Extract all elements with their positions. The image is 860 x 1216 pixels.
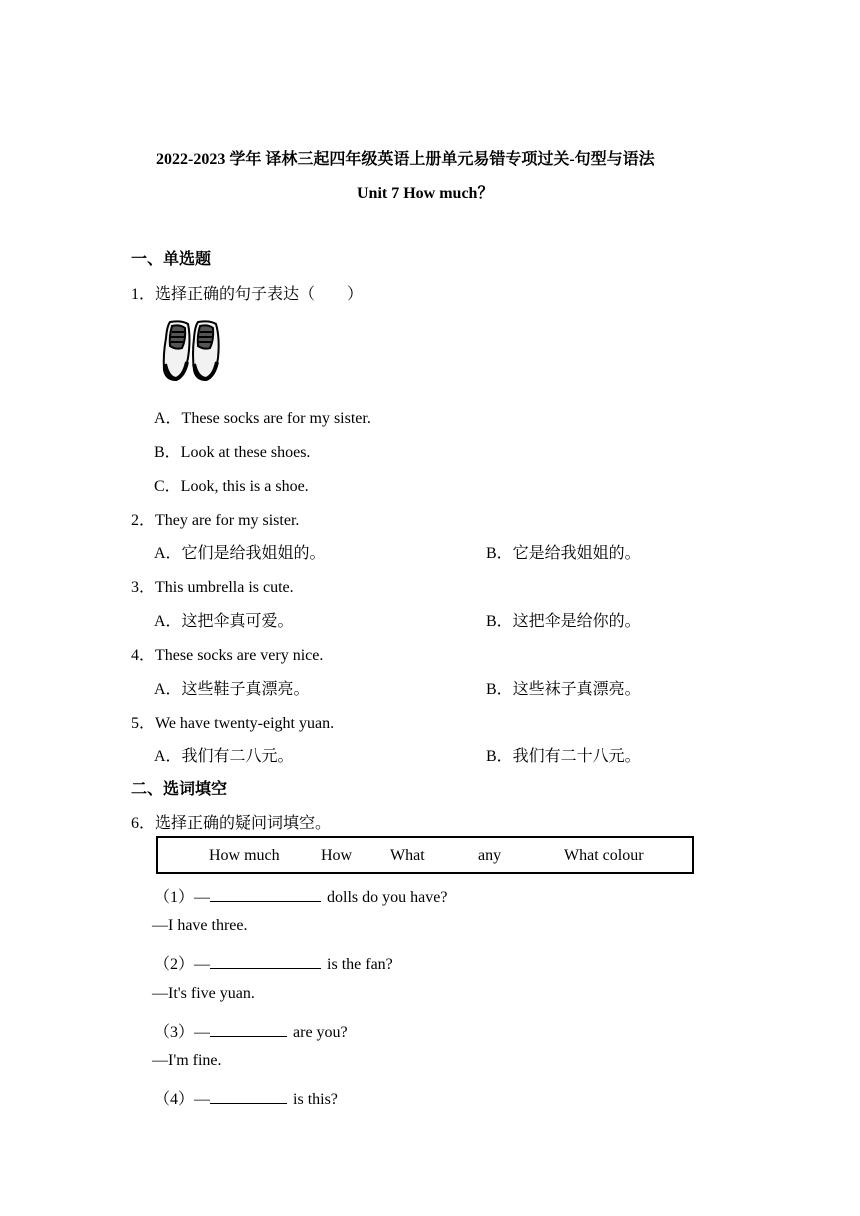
word-bank-box: [156, 836, 694, 874]
question-3-option-b: B．这把伞是给你的。: [486, 613, 641, 630]
fill-item-text: are you?: [293, 1024, 348, 1041]
document-title: 2022-2023 学年 译林三起四年级英语上册单元易错专项过关-句型与语法: [156, 151, 655, 168]
question-4-option-a: A．这些鞋子真漂亮。: [154, 681, 310, 698]
answer-blank[interactable]: [210, 954, 321, 969]
question-4-stem: 4．These socks are very nice.: [131, 647, 324, 664]
word-bank-item: What colour: [564, 847, 644, 864]
fill-item-3: [154, 1019, 348, 1042]
question-3-stem: 3．This umbrella is cute.: [131, 579, 294, 596]
answer-blank[interactable]: [210, 1089, 287, 1104]
fill-item-number: （1）—: [154, 889, 211, 906]
question-5-stem: 5．We have twenty-eight yuan.: [131, 715, 335, 732]
fill-item-3-answer: —I'm fine.: [152, 1052, 222, 1069]
question-1-stem: 1．选择正确的句子表达（ ）: [131, 286, 364, 303]
question-5-option-a: A．我们有二八元。: [154, 748, 294, 765]
word-bank-item: How much: [209, 847, 280, 864]
question-3-option-a: A．这把伞真可爱。: [154, 613, 294, 630]
word-bank-item: What: [390, 847, 425, 864]
question-1-option-c: C．Look, this is a shoe.: [154, 478, 309, 495]
section-heading-single-choice: 一、单选题: [131, 249, 212, 268]
section-heading-fill-in: 二、选词填空: [131, 779, 228, 798]
word-bank-item: any: [478, 847, 502, 864]
answer-blank[interactable]: [210, 1022, 287, 1037]
question-2-stem: 2．They are for my sister.: [131, 512, 300, 529]
question-1-option-a: A．These socks are for my sister.: [154, 410, 371, 427]
question-2-option-a: A．它们是给我姐姐的。: [154, 545, 326, 562]
fill-item-number: （4）—: [154, 1091, 211, 1108]
fill-item-number: （2）—: [154, 956, 211, 973]
word-bank-item: How: [321, 847, 353, 864]
shoes-icon: [160, 318, 224, 384]
answer-blank[interactable]: [210, 887, 321, 902]
fill-item-text: dolls do you have?: [327, 889, 448, 906]
fill-item-1: [154, 884, 447, 907]
question-1-option-b: B．Look at these shoes.: [154, 444, 311, 461]
fill-item-number: （3）—: [154, 1024, 211, 1041]
fill-item-text: is this?: [293, 1091, 338, 1108]
fill-item-text: is the fan?: [327, 956, 393, 973]
question-5-option-b: B．我们有二十八元。: [486, 748, 641, 765]
question-4-option-b: B．这些袜子真漂亮。: [486, 681, 641, 698]
question-2-option-b: B．它是给我姐姐的。: [486, 545, 641, 562]
fill-item-2: [154, 951, 393, 974]
fill-item-1-answer: —I have three.: [152, 917, 248, 934]
question-6-stem: 6．选择正确的疑问词填空。: [131, 815, 332, 832]
document-subtitle: Unit 7 How much？: [357, 185, 494, 202]
fill-item-4: [154, 1086, 338, 1109]
fill-item-2-answer: —It's five yuan.: [152, 985, 255, 1002]
